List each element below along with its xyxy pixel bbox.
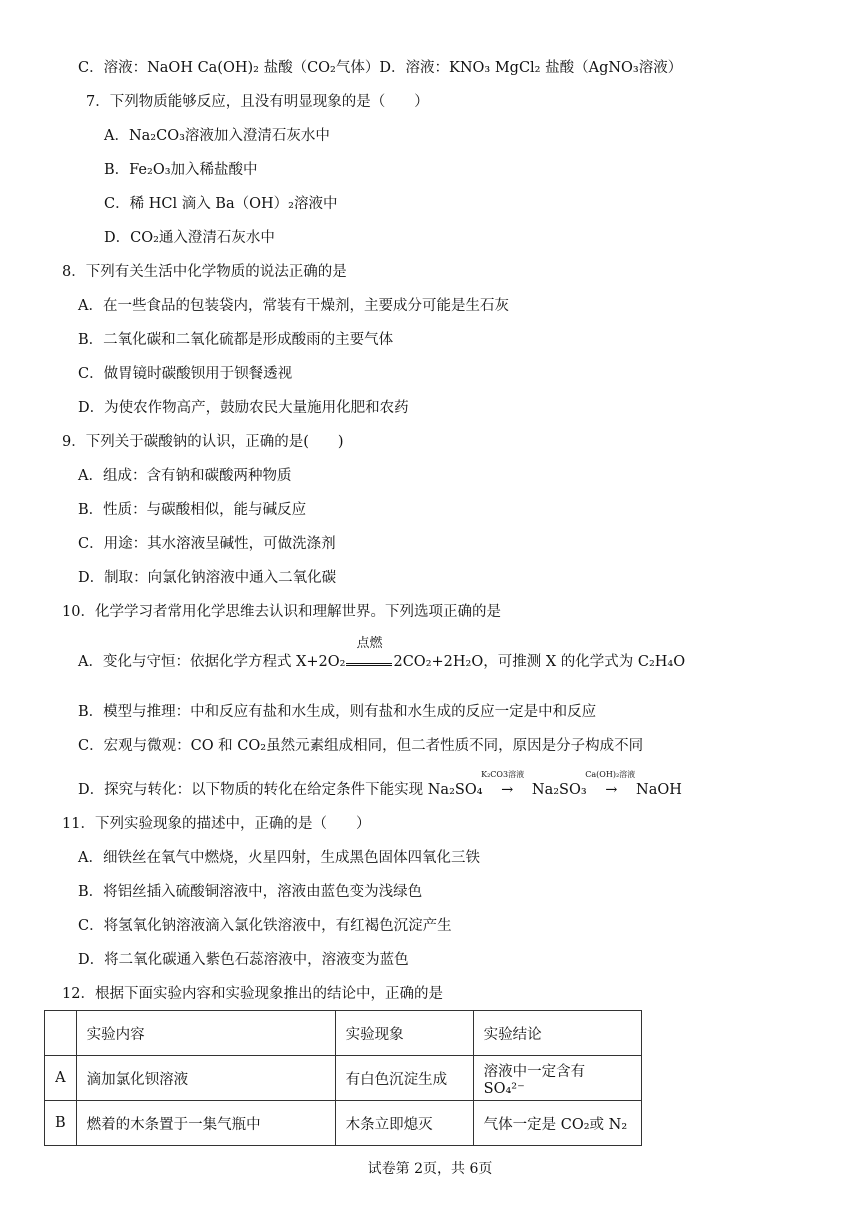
question-11: 11．下列实验现象的描述中，正确的是（ ） <box>62 816 371 832</box>
question-10: 10．化学学习者常用化学思维去认识和理解世界。下列选项正确的是 <box>62 604 501 620</box>
table-cell: 有白色沉淀生成 <box>335 1056 473 1101</box>
q11-option-a: A．细铁丝在氧气中燃烧，火星四射，生成黑色固体四氧化三铁 <box>78 850 480 866</box>
table-cell: 滴加氯化钡溶液 <box>76 1056 335 1101</box>
table-row <box>45 1101 642 1146</box>
q10a-products: 2CO₂+2H₂O <box>393 654 484 670</box>
header-cell <box>45 1011 77 1056</box>
q9-option-a: A．组成：含有钠和碳酸两种物质 <box>78 468 292 484</box>
row-label: B <box>45 1101 77 1146</box>
q10-option-b: B．模型与推理：中和反应有盐和水生成，则有盐和水生成的反应一定是中和反应 <box>78 704 597 720</box>
question-12: 12．根据下面实验内容和实验现象推出的结论中，正确的是 <box>62 986 443 1002</box>
q8-option-d: D．为使农作物高产，鼓励农民大量施用化肥和农药 <box>78 400 409 416</box>
table-cell: 木条立即熄灭 <box>335 1101 473 1146</box>
table-cell: 燃着的木条置于一集气瓶中 <box>76 1101 335 1146</box>
q7-option-b: B．Fe₂O₃加入稀盐酸中 <box>104 162 258 178</box>
question-7: 7．下列物质能够反应，且没有明显现象的是（ ） <box>86 94 429 110</box>
q10-option-a <box>78 636 686 672</box>
substance-1: Na₂SO₄ <box>427 782 483 798</box>
q10a-suffix: ，可推测 X 的化学式为 C₂H₄O <box>483 654 686 670</box>
q8-option-a: A．在一些食品的包装袋内，常装有干燥剂，主要成分可能是生石灰 <box>78 298 509 314</box>
line-q6-c: C．溶液：NaOH Ca(OH)₂ 盐酸（CO₂气体）D．溶液：KNO₃ MgCl₂ 盐酸（AgNO₃溶液） <box>78 60 683 76</box>
arrow-1: K₂CO3溶液 → <box>501 780 513 800</box>
header-cell: 实验现象 <box>335 1011 473 1056</box>
q9-option-d: D．制取：向氯化钠溶液中通入二氧化碳 <box>78 570 337 586</box>
table-cell: 溶液中一定含有 SO₄²⁻ <box>473 1056 641 1101</box>
arrow-2: Ca(OH)₂溶液 → <box>605 780 617 800</box>
q10-option-c: C．宏观与微观：CO 和 CO₂虽然元素组成相同，但二者性质不同，原因是分子构成不同 <box>78 738 644 754</box>
arrow-2-condition: Ca(OH)₂溶液 <box>585 770 636 779</box>
question-8: 8．下列有关生活中化学物质的说法正确的是 <box>62 264 347 280</box>
equals-sign <box>346 663 392 666</box>
q8-option-c: C．做胃镜时碳酸钡用于钡餐透视 <box>78 366 293 382</box>
q9-option-b: B．性质：与碳酸相似，能与碱反应 <box>78 502 307 518</box>
q10d-prefix: D．探究与转化：以下物质的转化在给定条件下能实现 <box>78 782 424 798</box>
experiment-table <box>44 1010 642 1146</box>
table-cell: 气体一定是 CO₂或 N₂ <box>473 1101 641 1146</box>
q10a-prefix: A．变化与守恒：依据化学方程式 X+2O₂ <box>78 654 346 670</box>
q11-option-d: D．将二氧化碳通入紫色石蕊溶液中，溶液变为蓝色 <box>78 952 409 968</box>
page-footer: 试卷第 2页，共 6页 <box>367 1161 493 1177</box>
header-cell: 实验结论 <box>473 1011 641 1056</box>
q9-option-c: C．用途：其水溶液呈碱性，可做洗涤剂 <box>78 536 336 552</box>
q7-option-d: D．CO₂通入澄清石灰水中 <box>104 230 275 246</box>
q10-option-d <box>78 770 682 800</box>
q11-option-c: C．将氢氧化钠溶液滴入氯化铁溶液中，有红褐色沉淀产生 <box>78 918 452 934</box>
q7-option-c: C．稀 HCl 滴入 Ba（OH）₂溶液中 <box>104 196 338 212</box>
row-label: A <box>45 1056 77 1101</box>
header-cell: 实验内容 <box>76 1011 335 1056</box>
condition-label: 点燃 <box>356 636 383 651</box>
q8-option-b: B．二氧化碳和二氧化硫都是形成酸雨的主要气体 <box>78 332 394 348</box>
table-row <box>45 1056 642 1101</box>
q11-option-b: B．将铝丝插入硫酸铜溶液中，溶液由蓝色变为浅绿色 <box>78 884 423 900</box>
arrow-1-condition: K₂CO3溶液 <box>481 770 525 779</box>
reaction-condition <box>345 636 393 672</box>
table-header-row <box>45 1011 642 1056</box>
substance-3: NaOH <box>636 782 682 798</box>
substance-2: Na₂SO₃ <box>531 782 587 798</box>
question-9: 9．下列关于碳酸钠的认识，正确的是( ) <box>62 434 344 450</box>
q7-option-a: A．Na₂CO₃溶液加入澄清石灰水中 <box>104 128 330 144</box>
